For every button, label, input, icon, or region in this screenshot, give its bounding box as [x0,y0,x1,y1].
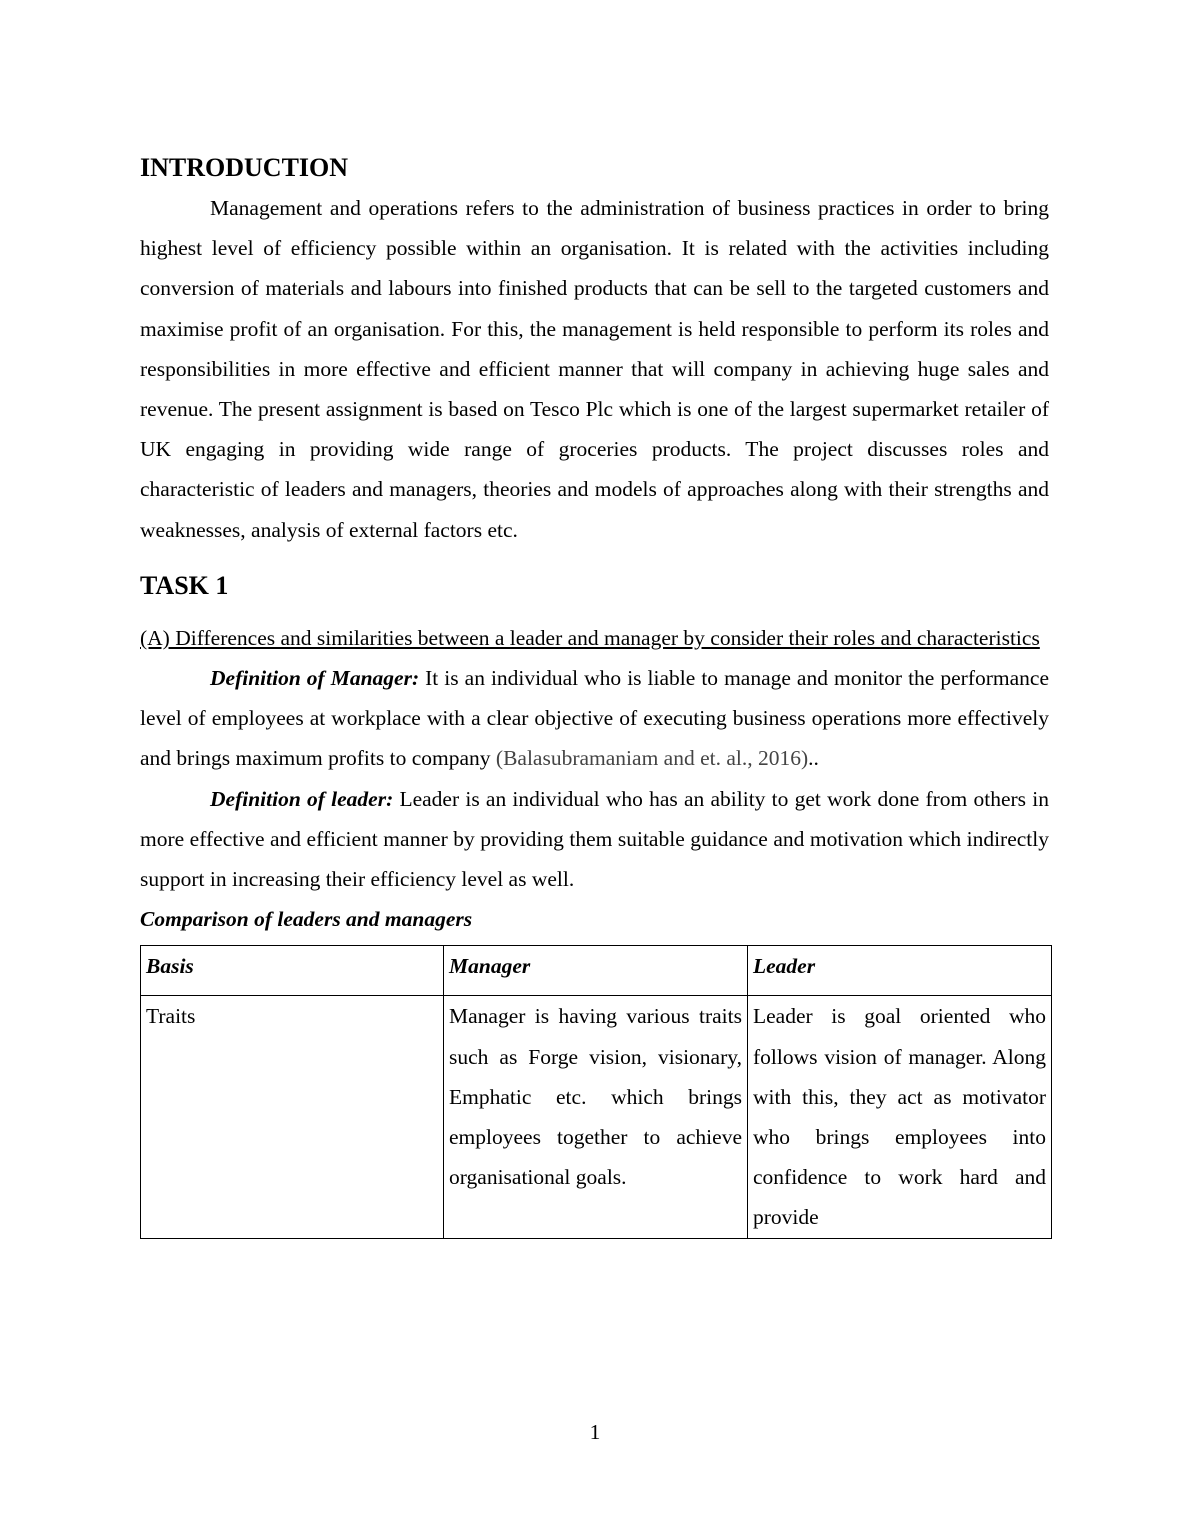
table-header-manager: Manager [444,946,748,996]
leader-definition-label: Definition of leader: [210,786,394,811]
leader-definition-text: Leader is an individual who has an ability to get work done from others in more effective and efficient manner by providing them suitable guidance and motivation which indirectly support in increasing their efficiency level as well. [140,786,1049,892]
comparison-table [140,945,1052,1238]
table-caption: Comparison of leaders and managers [140,907,473,932]
manager-definition-label: Definition of Manager: [210,666,420,691]
table-header-basis: Basis [141,946,444,996]
table-cell-leader: Leader is goal oriented who follows vision of manager. Along with this, they act as motivator who brings employees into confidence to work hard and provide [748,996,1052,1238]
manager-definition-paragraph [140,658,1049,779]
introduction-paragraph: Management and operations refers to the administration of business practices in order to bring highest level of efficiency possible within an organisation. It is related with the activities including conversion of materials and labours into finished products that can be sell to the targeted customers and maximise profit of an organisation. For this, the management is held responsible to perform its roles and responsibilities in more effective and efficient manner that will company in achieving huge sales and revenue. The present assignment is based on Tesco Plc which is one of the largest supermarket retailer of UK engaging in providing wide range of groceries products. The project discusses roles and characteristic of leaders and managers, theories and models of approaches along with their strengths and weaknesses, analysis of external factors etc. [140,196,1049,542]
manager-definition-citation: (Balasubramaniam and et. al., 2016) [495,746,809,771]
table-cell-basis: Traits [141,996,444,1238]
task1-heading: TASK 1 [140,570,229,600]
page-number: 1 [589,1420,601,1444]
task1-subheading: (A) Differences and similarities between a leader and manager by consider their roles and characteristics [140,625,1040,650]
table-row [141,996,1052,1238]
leader-definition-paragraph [140,779,1049,900]
table-header-leader: Leader [748,946,1052,996]
introduction-heading: INTRODUCTION [140,153,349,182]
page-content [140,148,1049,1239]
manager-definition-text: It is an individual who is liable to manage and monitor the performance level of employees at workplace with a clear objective of executing business operations more effectively and brings maximum profits to company [140,666,1049,771]
manager-definition-suffix: .. [808,746,819,771]
spacer [140,550,1049,560]
table-header-row [141,946,1052,996]
table-cell-manager: Manager is having various traits such as Forge vision, visionary, Emphatic etc. which brings employees together to achieve organisational goals. [444,996,748,1238]
